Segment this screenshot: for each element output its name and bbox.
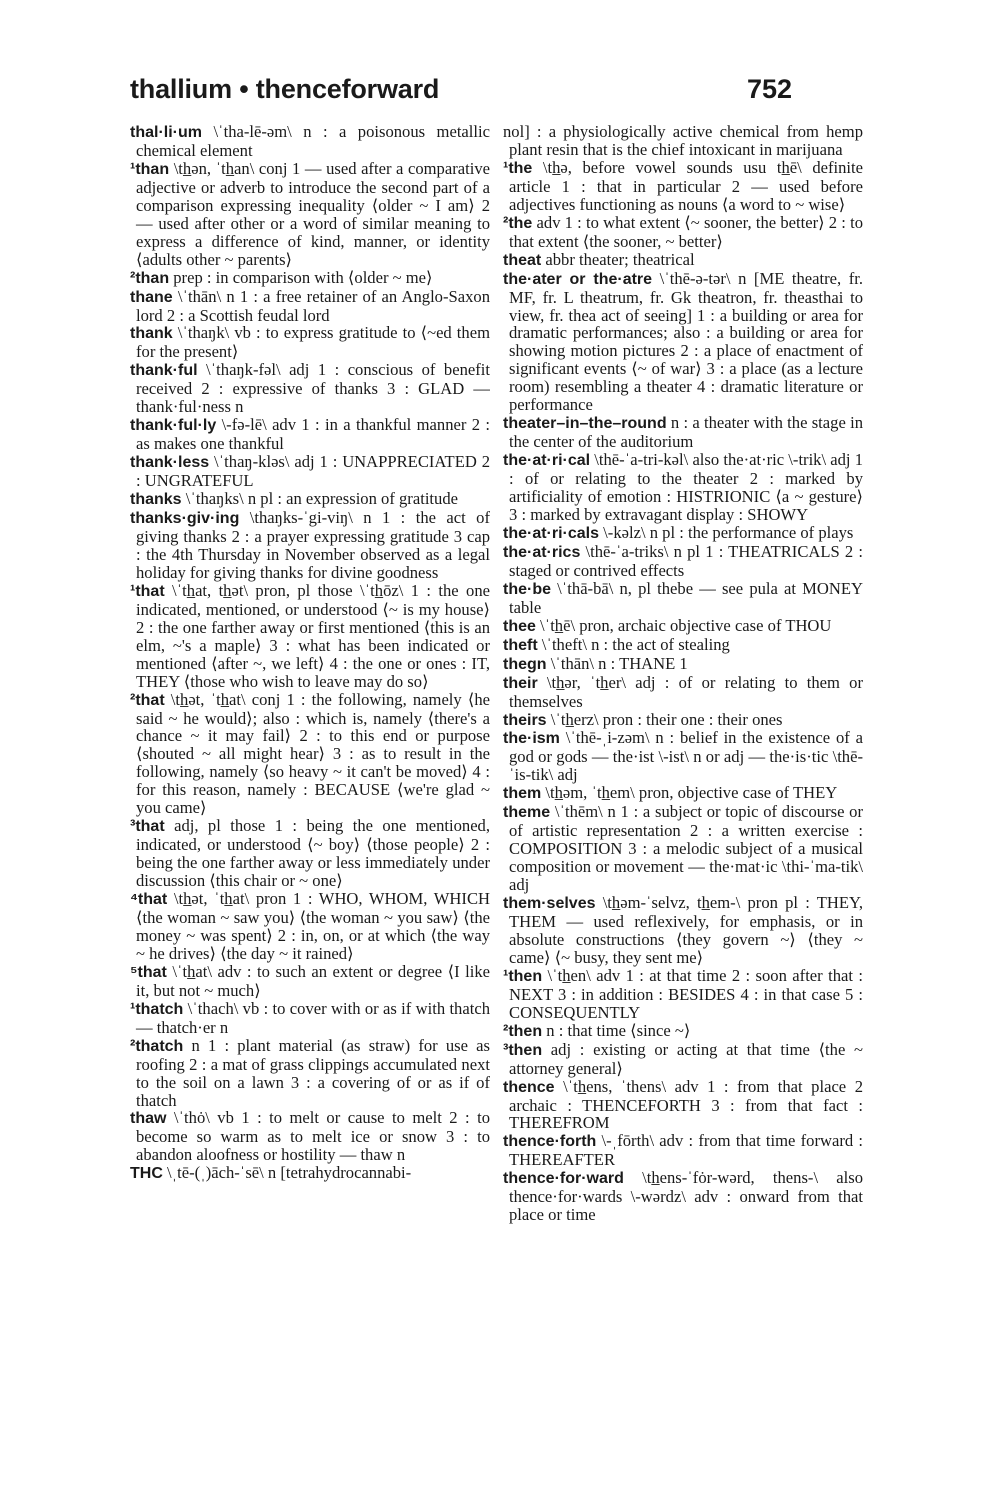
headword: thank·ful — [130, 362, 198, 380]
entry-definition: \-kəlz\ n pl : the performance of plays — [599, 522, 854, 542]
dictionary-entry — [130, 1037, 490, 1110]
dictionary-entry — [130, 1000, 490, 1037]
entry-definition: \th̲ens-ˈfȯr-wərd, thens-\ also thence·for·wards \-wərdz\ adv : onward from that place or time — [509, 1168, 863, 1225]
dictionary-entry — [503, 967, 863, 1022]
entry-definition: \ˈthē-ə-tər\ n [ME theatre, fr. MF, fr. L theatrum, fr. Gk theatron, fr. theasthai to view, fr. thea act of seeing] 1 : a building or area for dramatic performances; also : a building or area for showing motion pictures 2 : a place of enactment of significant events ⟨~ of war⟩ 3 : a place (as a lecture room) resembling a theater 4 : dramatic literature or performance — [509, 268, 863, 415]
headword: thank·ful·ly — [130, 417, 217, 435]
dictionary-entry — [503, 451, 863, 524]
entry-definition: \ˈth̲ens, ˈthens\ adv 1 : from that place 2 archaic : THENCEFORTH 3 : from that fact : THEREFROM — [509, 1076, 863, 1133]
dictionary-entry — [130, 1109, 490, 1164]
dictionary-entry — [503, 1078, 863, 1133]
entry-definition: adv 1 : to what extent ⟨~ sooner, the better⟩ 2 : to that extent ⟨the sooner, ~ better⟩ — [509, 212, 863, 251]
dictionary-entry — [130, 963, 490, 1000]
page-number: 752 — [746, 74, 792, 104]
dictionary-entry — [130, 509, 490, 582]
entry-definition: \ˌtē-(ˌ)āch-ˈsē\ n [tetrahydrocannabi- — [162, 1163, 412, 1183]
dictionary-entry — [503, 251, 863, 270]
headword: ³then — [503, 1041, 543, 1059]
dictionary-entry — [503, 784, 863, 803]
guide-words: thallium • thenceforward — [130, 74, 440, 104]
headword: the·be — [503, 580, 551, 598]
entry-definition: \ˈthān\ n : THANE 1 — [546, 653, 688, 673]
headword: ¹then — [503, 967, 543, 985]
headword: theirs — [503, 711, 547, 729]
entry-definition: \ˈthā-bā\ n, pl thebe — see pula at MONEY table — [509, 578, 863, 617]
entry-definition: \th̲ər, ˈth̲er\ adj : of or relating to them or themselves — [509, 672, 863, 711]
headword: ⁴that — [130, 891, 168, 909]
headword: thence — [503, 1078, 555, 1096]
entry-definition: \ˈthaŋk\ vb : to express gratitude to ⟨~ed them for the present⟩ — [136, 323, 490, 362]
headword: thence·for·ward — [503, 1170, 624, 1188]
entry-definition: \ˈth̲ē\ pron, archaic objective case of THOU — [535, 615, 832, 635]
headword: theme — [503, 804, 551, 822]
dictionary-entry — [503, 123, 863, 159]
entry-definition: \th̲əm-ˈselvz, th̲em-\ pron pl : THEY, THEM — used reflexively, for emphasis, or in absolute constructions ⟨they govern ~⟩ ⟨they ~ came⟩ ⟨~ busy, they sent me⟩ — [509, 893, 863, 967]
dictionary-entry — [503, 1041, 863, 1078]
headword: ²that — [130, 691, 165, 709]
dictionary-entry — [130, 890, 490, 963]
entry-definition: \ˈth̲at\ adv : to such an extent or degree ⟨I like it, but not ~ much⟩ — [136, 961, 490, 1000]
entry-definition: \thē-ˈa-triks\ n pl 1 : THEATRICALS 2 : staged or contrived effects — [509, 541, 863, 580]
headword: them — [503, 785, 542, 803]
entry-definition: nol] : a physiologically active chemical from hemp plant resin that is the chief intoxicant in marijuana — [503, 123, 863, 159]
entry-definition: \ˈthȯ\ vb 1 : to melt or cause to melt 2 : to become so warm as to melt ice or snow 3 : to abandon aloofness or hostility — thaw n — [136, 1108, 490, 1165]
entry-definition: n : that time ⟨since ~⟩ — [542, 1020, 691, 1040]
entry-definition: abbr theater; theatrical — [541, 249, 695, 269]
entry-definition: prep : in comparison with ⟨older ~ me⟩ — [169, 267, 433, 287]
entry-definition: \ˈthaŋk-fəl\ adj 1 : conscious of benefit received 2 : expressive of thanks 3 : GLAD — thank·ful·ness n — [136, 360, 490, 417]
entry-definition: \ˈtheft\ n : the act of stealing — [537, 634, 730, 654]
headword: their — [503, 674, 538, 692]
headword: ²the — [503, 214, 533, 232]
page-header — [130, 74, 792, 114]
entry-definition: \th̲ə, before vowel sounds usu th̲ē\ definite article 1 : that in particular 2 — used before adjectives functioning as nouns ⟨a word to ~ wise⟩ — [509, 157, 863, 214]
headword: the·ater or the·atre — [503, 270, 653, 288]
entry-definition: n : a theater with the stage in the center of the auditorium — [509, 413, 863, 452]
dictionary-entry — [503, 270, 863, 415]
entry-definition: \ˈthaŋks\ n pl : an expression of gratitude — [181, 489, 458, 509]
headword: the·at·ri·cal — [503, 452, 591, 470]
entry-definition: adj, pl those 1 : being the one mentioned, indicated, or understood ⟨~ boy⟩ ⟨those people⟩ 2 : being the one farther away or less immediately under discussion ⟨this chair or ~ one⟩ — [136, 816, 490, 891]
headword: ²thatch — [130, 1037, 184, 1055]
dictionary-entry — [130, 453, 490, 490]
headword: the·ism — [503, 730, 560, 748]
headword: ²then — [503, 1022, 543, 1040]
headword: ¹the — [503, 159, 533, 177]
dictionary-entry — [503, 214, 863, 251]
entry-definition: \th̲ət, ˈth̲at\ conj 1 : the following, namely ⟨he said ~ he would⟩; also : which is, namely ⟨there's a chance ~ it may fail⟩ 2 : to this end or purpose ⟨shouted ~ all might hear⟩ 3 : as to result in the following, namely ⟨so heavy ~ it can't be moved⟩ 4 : for this reason, namely : BECAUSE ⟨we're glad ~ you came⟩ — [136, 689, 490, 818]
headword: ²than — [130, 269, 170, 287]
entry-definition: \ˈtha-lē-əm\ n : a poisonous metallic chemical element — [136, 123, 490, 160]
headword: thank — [130, 325, 173, 343]
headword: thane — [130, 288, 173, 306]
headword: thanks·giv·ing — [130, 510, 240, 528]
dictionary-entry — [130, 288, 490, 325]
dictionary-entry — [503, 1132, 863, 1169]
entry-definition: \thaŋks-ˈgi-viŋ\ n 1 : the act of giving thanks 2 : a prayer expressing gratitude 3 cap : the 4th Thursday in November observed as a legal holiday for giving thanks for divine goodness — [136, 508, 490, 582]
headword: thegn — [503, 655, 547, 673]
dictionary-entry — [130, 691, 490, 818]
entry-definition: \ˈthach\ vb : to cover with or as if with thatch — thatch·er n — [136, 998, 490, 1037]
dictionary-entry — [130, 490, 490, 509]
headword: the·at·rics — [503, 543, 581, 561]
dictionary-entry — [503, 711, 863, 730]
entry-definition: \-ˌfōrth\ adv : from that time forward : THEREAFTER — [509, 1131, 863, 1170]
headword: thank·less — [130, 454, 210, 472]
entry-definition: adj : existing or acting at that time ⟨the ~ attorney general⟩ — [509, 1039, 863, 1078]
headword: theater–in–the–round — [503, 415, 667, 433]
headword: thence·forth — [503, 1133, 597, 1151]
headword: thee — [503, 617, 536, 635]
entry-definition: \thē-ˈa-tri-kəl\ also the·at·ric \-trik\ adj 1 : of or relating to the theater 2 : marked by artificiality of emotion : HISTRIONIC ⟨a ~ gesture⟩ 3 : marked by extravagant display : SHOWY — [509, 450, 863, 525]
entry-definition: n 1 : plant material (as straw) for use as roofing 2 : a mat of grass clippings accumulated next to the soil on a lawn 3 : a covering of or as if of thatch — [136, 1035, 490, 1110]
dictionary-entry — [130, 324, 490, 361]
dictionary-entry — [503, 524, 863, 543]
dictionary-entry — [130, 416, 490, 453]
right-column — [503, 123, 863, 1403]
headword: ³that — [130, 818, 165, 836]
entry-definition: \-fə-lē\ adv 1 : in a thankful manner 2 : as makes one thankful — [136, 415, 490, 454]
dictionary-entry — [130, 123, 490, 160]
dictionary-entry — [130, 1164, 490, 1183]
dictionary-entry — [503, 636, 863, 655]
entry-definition: \ˈth̲en\ adv 1 : at that time 2 : soon after that : NEXT 3 : in addition : BESIDES 4 : in that case 5 : CONSEQUENTLY — [509, 965, 863, 1022]
headword: theft — [503, 636, 538, 654]
entry-definition: \ˈthān\ n 1 : a free retainer of an Anglo-Saxon lord 2 : a Scottish feudal lord — [136, 286, 490, 325]
headword: ¹than — [130, 160, 170, 178]
headword: ¹that — [130, 582, 165, 600]
dictionary-entry — [503, 803, 863, 894]
entry-definition: \th̲ən, ˈth̲an\ conj 1 — used after a comparative adjective or adverb to introduce the second part of a comparison expressing inequality ⟨older ~ I am⟩ 2 — used after other or a word of similar meaning to express a difference of kind, manner, or identity ⟨adults other ~ parents⟩ — [136, 158, 490, 269]
headword: thanks — [130, 491, 182, 509]
dictionary-entry — [503, 617, 863, 636]
dictionary-entry — [503, 894, 863, 967]
dictionary-entry — [503, 1169, 863, 1224]
dictionary-entry — [503, 655, 863, 674]
entry-definition: \ˈth̲erz\ pron : their one : their ones — [546, 709, 783, 729]
headword: THC — [130, 1165, 163, 1183]
entry-definition: \th̲ət, ˈth̲at\ pron 1 : WHO, WHOM, WHICH ⟨the woman ~ saw you⟩ ⟨the woman ~ you saw⟩ ⟨the money ~ was spent⟩ 2 : in, on, or at which ⟨the way ~ he drives⟩ ⟨the day ~ it rained⟩ — [136, 889, 490, 963]
left-column — [130, 123, 490, 1403]
dictionary-entry — [503, 674, 863, 711]
headword: theat — [503, 251, 542, 269]
entry-definition: \ˈth̲at, th̲ət\ pron, pl those \ˈth̲ōz\ 1 : the one indicated, mentioned, or understood ⟨~ is my house⟩ 2 : the one farther away or first mentioned ⟨this is an elm, ~'s a maple⟩ 3 : what has been indicated or mentioned ⟨after ~, we left⟩ 4 : the one or ones : IT, THEY ⟨those who wish to leave may do so⟩ — [136, 580, 490, 691]
headword: ¹thatch — [130, 1000, 184, 1018]
dictionary-entry — [503, 159, 863, 214]
headword: the·at·ri·cals — [503, 524, 600, 542]
entry-definition: \ˈthē-ˌi-zəm\ n : belief in the existence of a god or gods — the·ist \-ist\ n or adj — the·is·tic \thē-ˈis-tik\ adj — [509, 728, 863, 785]
dictionary-entry — [130, 269, 490, 288]
entry-definition: \ˈthēm\ n 1 : a subject or topic of discourse or of artistic representation 2 : a written exercise : COMPOSITION 3 : a melodic subject of a musical composition or movement — the·mat·ic \thi-ˈma-tik\ adj — [509, 802, 863, 895]
headword: thaw — [130, 1110, 167, 1128]
dictionary-entry — [130, 361, 490, 416]
dictionary-entry — [503, 580, 863, 617]
entry-definition: \th̲əm, ˈth̲em\ pron, objective case of THEY — [541, 783, 838, 803]
dictionary-entry — [503, 729, 863, 784]
dictionary-entry — [130, 160, 490, 269]
headword: them·selves — [503, 895, 596, 913]
dictionary-entry — [130, 582, 490, 691]
dictionary-entry — [130, 817, 490, 890]
dictionary-entry — [503, 414, 863, 451]
headword: ⁵that — [130, 963, 167, 981]
headword: thal·li·um — [130, 124, 202, 141]
dictionary-entry — [503, 1022, 863, 1041]
entry-definition: \ˈthaŋ-kləs\ adj 1 : UNAPPRECIATED 2 : UNGRATEFUL — [136, 452, 490, 491]
dictionary-entry — [503, 543, 863, 580]
